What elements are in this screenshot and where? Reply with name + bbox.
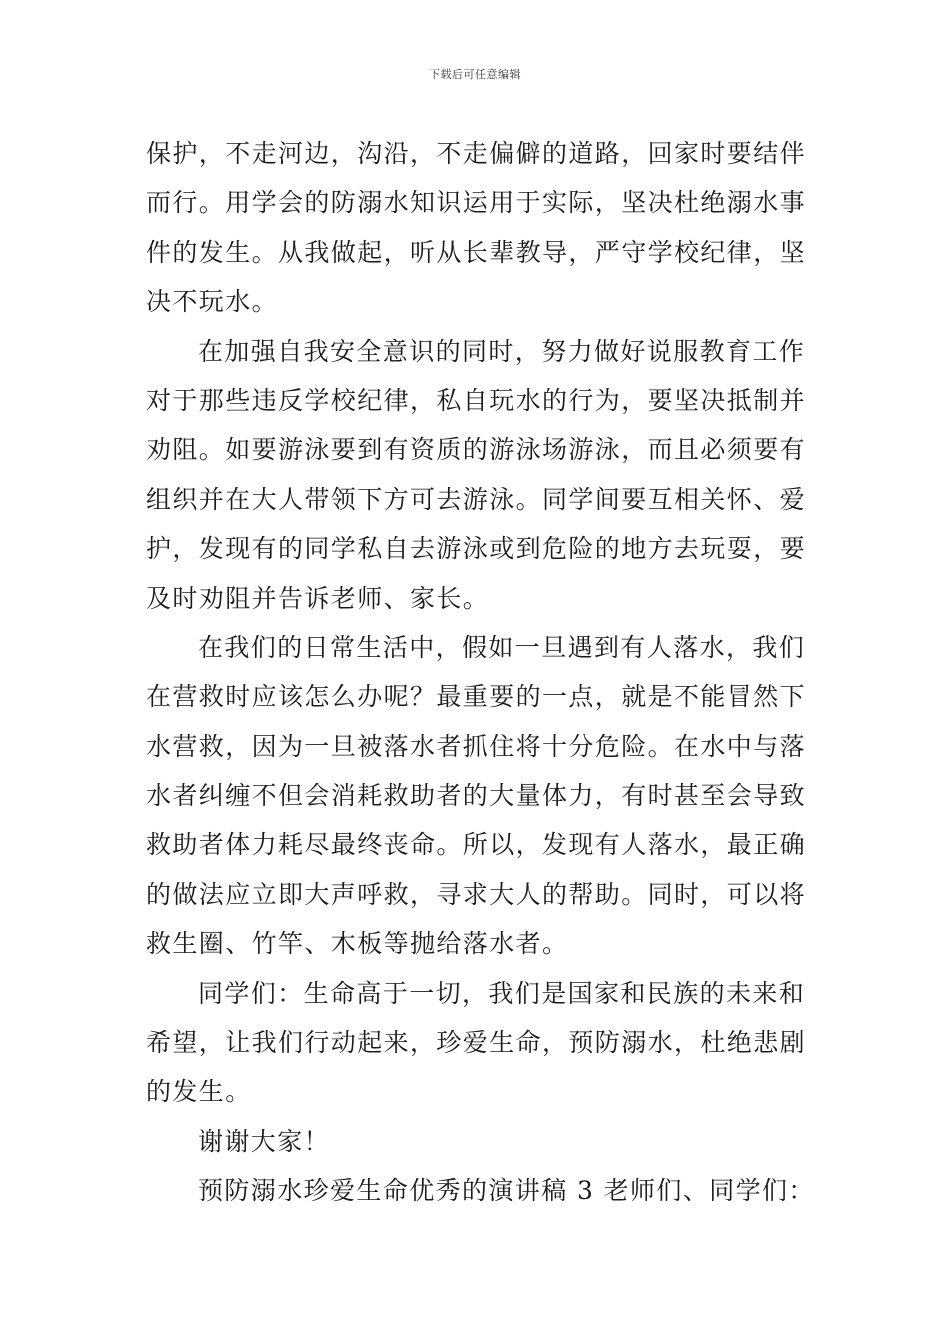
text-line: 水者纠缠不但会消耗救助者的大量体力，有时甚至会导致	[146, 781, 807, 811]
paragraph-start-line: 同学们：生命高于一切，我们是国家和民族的未来和	[198, 978, 806, 1008]
text-line: 决不玩水。	[146, 287, 279, 317]
document-body	[146, 129, 815, 1216]
text-line: 水营救，因为一旦被落水者抓住将十分危险。在水中与落	[146, 731, 807, 761]
text-line: 在营救时应该怎么办呢？最重要的一点，就是不能冒然下	[146, 682, 807, 712]
thanks-line: 谢谢大家！	[198, 1126, 331, 1156]
text-line: 希望，让我们行动起来，珍爱生命，预防溺水，杜绝悲剧	[146, 1028, 807, 1058]
text-line: 而行。用学会的防溺水知识运用于实际，坚决杜绝溺水事	[146, 188, 807, 218]
text-line: 救生圈、竹竿、木板等抛给落水者。	[146, 929, 569, 959]
page-header: 下载后可任意编辑	[429, 68, 521, 81]
text-line: 的做法应立即大声呼救，寻求大人的帮助。同时，可以将	[146, 879, 807, 909]
text-line: 组织并在大人带领下方可去游泳。同学间要互相关怀、爱	[146, 484, 807, 514]
text-line: 护，发现有的同学私自去游泳或到危险的地方去玩耍，要	[146, 534, 807, 564]
text-line: 对于那些违反学校纪律，私自玩水的行为，要坚决抵制并	[146, 385, 807, 415]
text-line: 及时劝阻并告诉老师、家长。	[146, 583, 490, 613]
text-line: 件的发生。从我做起，听从长辈教导，严守学校纪律，坚	[146, 237, 807, 267]
paragraph-start-line: 在加强自我安全意识的同时，努力做好说服教育工作	[198, 336, 806, 366]
text-line: 的发生。	[146, 1077, 252, 1107]
next-speech-title-line: 预防溺水珍爱生命优秀的演讲稿 3 老师们、同学们：	[198, 1176, 815, 1206]
text-line: 救助者体力耗尽最终丧命。所以，发现有人落水，最正确	[146, 830, 807, 860]
text-line: 劝阻。如要游泳要到有资质的游泳场游泳，而且必须要有	[146, 435, 807, 465]
text-line: 保护，不走河边，沟沿，不走偏僻的道路，回家时要结伴	[146, 139, 807, 168]
paragraph-start-line: 在我们的日常生活中，假如一旦遇到有人落水，我们	[198, 632, 806, 662]
